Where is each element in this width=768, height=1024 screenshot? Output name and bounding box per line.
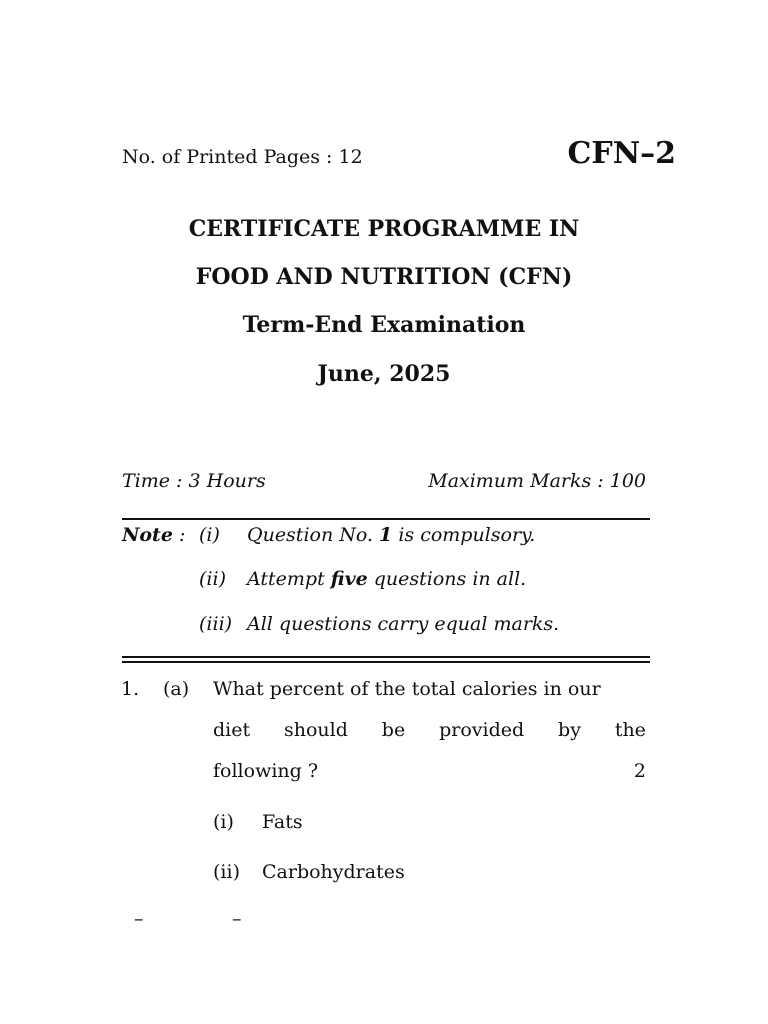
programme-title-line1: CERTIFICATE PROGRAMME IN: [188, 216, 580, 242]
option-number: (i): [213, 811, 234, 833]
exam-date-title: June, 2025: [317, 361, 451, 387]
option-number: (ii): [213, 861, 240, 883]
divider-double-top: [122, 656, 650, 658]
note-item-number: (i): [199, 524, 220, 546]
note-item-text: [247, 568, 526, 590]
maximum-marks: Maximum Marks : 100: [428, 470, 646, 492]
question-text-end: following ?: [213, 760, 319, 782]
note-text-pre: Question No.: [247, 524, 380, 546]
exam-type-title: Term-End Examination: [242, 312, 526, 338]
note-text-pre: All questions carry equal marks.: [247, 613, 560, 635]
printed-pages-label: No. of Printed Pages : 12: [122, 146, 363, 168]
question-word: diet: [213, 719, 251, 741]
paper-code: CFN–2: [567, 136, 676, 171]
question-word: should: [284, 719, 348, 741]
note-label-text: Note: [122, 524, 173, 546]
question-text-line1: What percent of the total calories in our: [213, 678, 601, 700]
note-text-bold: 1: [379, 524, 393, 546]
option-text: Fats: [262, 811, 303, 833]
note-item-text: [247, 524, 535, 546]
question-marks: 2: [633, 760, 646, 782]
exam-time: Time : 3 Hours: [122, 470, 266, 492]
question-word: by: [558, 719, 581, 741]
note-label-sep: :: [172, 524, 186, 546]
note-text-pre: Attempt: [247, 568, 331, 590]
programme-title-line2: FOOD AND NUTRITION (CFN): [195, 264, 573, 290]
question-word: the: [614, 719, 646, 741]
question-text-line2: [213, 719, 646, 741]
footer-dash: –: [134, 908, 144, 930]
question-word: provided: [439, 719, 525, 741]
divider-top: [122, 518, 650, 520]
note-text-post: questions in all.: [367, 568, 527, 590]
note-text-bold: five: [330, 568, 368, 590]
note-item-number: (iii): [199, 613, 233, 635]
note-item-text: [247, 613, 559, 635]
option-text: Carbohydrates: [262, 861, 405, 883]
question-word: be: [381, 719, 406, 741]
note-label: [122, 524, 185, 546]
footer-dash: –: [232, 908, 242, 930]
question-text-line3: [213, 760, 646, 782]
divider-double-bottom: [122, 661, 650, 663]
question-number: 1.: [121, 678, 140, 700]
question-part-label: (a): [163, 678, 190, 700]
note-item-number: (ii): [199, 568, 226, 590]
note-text-post: is compulsory.: [392, 524, 536, 546]
